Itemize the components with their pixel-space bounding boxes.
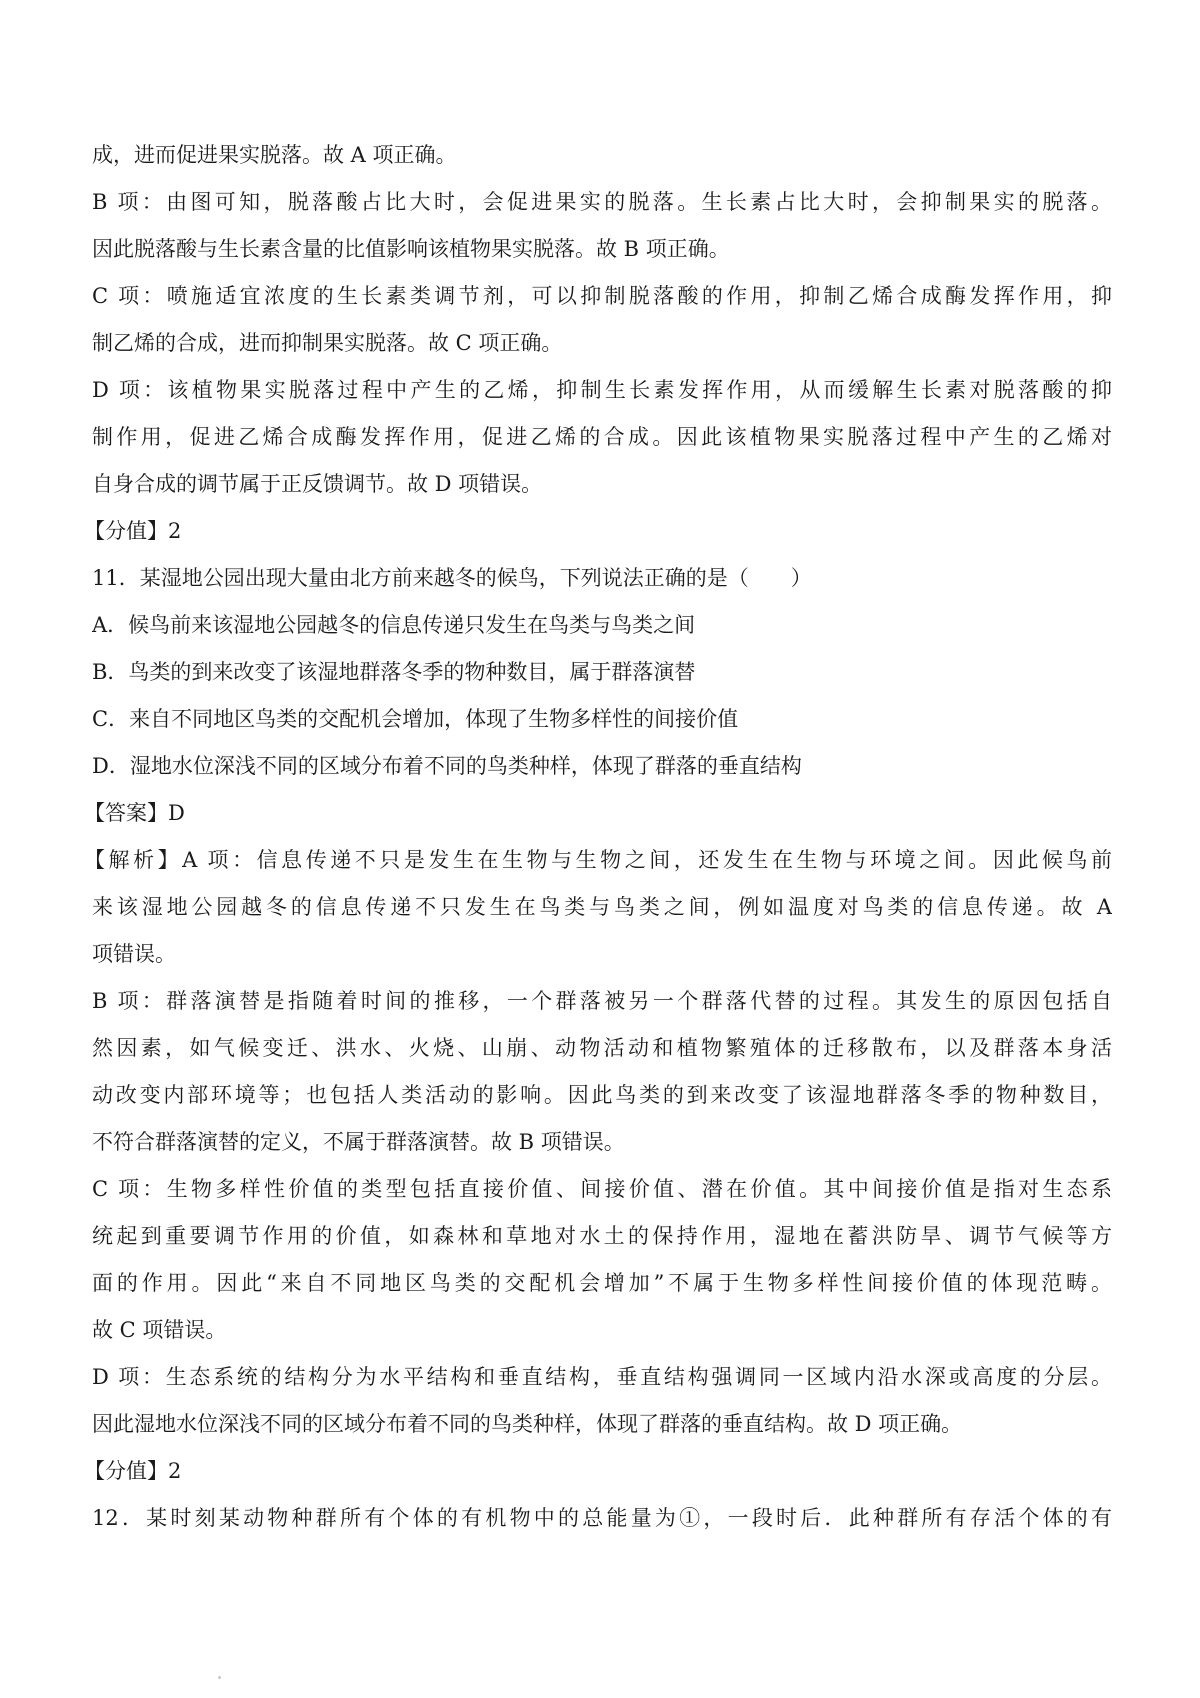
- text-line: 成，进而促进果实脱落。故 A 项正确。: [92, 143, 457, 167]
- text-line: 动改变内部环境等；也包括人类活动的影响。因此鸟类的到来改变了该湿地群落冬季的物种数目，: [92, 1083, 1112, 1107]
- text-line: 制作用，促进乙烯合成酶发挥作用，促进乙烯的合成。因此该植物果实脱落过程中产生的乙烯对: [92, 425, 1112, 449]
- text-line: 自身合成的调节属于正反馈调节。故 D 项错误。: [92, 472, 543, 496]
- text-line: 故 C 项错误。: [92, 1318, 227, 1342]
- text-line: C 项：生物多样性价值的类型包括直接价值、间接价值、潜在价值。其中间接价值是指对生态系: [92, 1177, 1112, 1201]
- text-line: D 项：该植物果实脱落过程中产生的乙烯，抑制生长素发挥作用，从而缓解生长素对脱落酸的抑: [92, 378, 1112, 402]
- document-body: [84, 132, 1112, 1542]
- text-line: 因此湿地水位深浅不同的区域分布着不同的鸟类种样，体现了群落的垂直结构。故 D 项正确。: [92, 1412, 963, 1436]
- text-line: D 项：生态系统的结构分为水平结构和垂直结构，垂直结构强调同一区域内沿水深或高度的分层。: [92, 1365, 1112, 1389]
- score-label: 【分值】2: [84, 519, 182, 543]
- answer-label: 【答案】D: [84, 801, 185, 825]
- option-b: B．鸟类的到来改变了该湿地群落冬季的物种数目，属于群落演替: [92, 660, 696, 684]
- text-line: B 项：由图可知，脱落酸占比大时，会促进果实的脱落。生长素占比大时，会抑制果实的脱落。: [92, 190, 1112, 214]
- question-stem: 11．某湿地公园出现大量由北方前来越冬的候鸟，下列说法正确的是（ ）: [92, 566, 812, 590]
- option-a: A．候鸟前来该湿地公园越冬的信息传递只发生在鸟类与鸟类之间: [92, 613, 696, 637]
- question-stem: 12．某时刻某动物种群所有个体的有机物中的总能量为①，一段时后．此种群所有存活个体的有: [92, 1506, 1112, 1530]
- text-line: 项错误。: [92, 942, 176, 966]
- analysis-line: 【解析】A 项：信息传递不只是发生在生物与生物之间，还发生在生物与环境之间。因此候鸟前: [84, 848, 1112, 872]
- text-line: 制乙烯的合成，进而抑制果实脱落。故 C 项正确。: [92, 331, 563, 355]
- text-line: 统起到重要调节作用的价值，如森林和草地对水土的保持作用，湿地在蓄洪防旱、调节气候等方: [92, 1224, 1112, 1248]
- text-line: 不符合群落演替的定义，不属于群落演替。故 B 项错误。: [92, 1130, 625, 1154]
- text-line: 来该湿地公园越冬的信息传递不只发生在鸟类与鸟类之间，例如温度对鸟类的信息传递。故 A: [92, 895, 1112, 919]
- option-c: C．来自不同地区鸟类的交配机会增加，体现了生物多样性的间接价值: [92, 707, 739, 731]
- footer-dot: [218, 1676, 221, 1679]
- text-line: C 项：喷施适宜浓度的生长素类调节剂，可以抑制脱落酸的作用，抑制乙烯合成酶发挥作用，抑: [92, 284, 1112, 308]
- text-line: B 项：群落演替是指随着时间的推移，一个群落被另一个群落代替的过程。其发生的原因包括自: [92, 989, 1112, 1013]
- score-label: 【分值】2: [84, 1459, 182, 1483]
- option-d: D．湿地水位深浅不同的区域分布着不同的鸟类种样，体现了群落的垂直结构: [92, 754, 802, 778]
- text-line: 然因素，如气候变迁、洪水、火烧、山崩、动物活动和植物繁殖体的迁移散布，以及群落本身活: [92, 1036, 1112, 1060]
- text-line: 因此脱落酸与生长素含量的比值影响该植物果实脱落。故 B 项正确。: [92, 237, 730, 261]
- text-line: 面的作用。因此“来自不同地区鸟类的交配机会增加”不属于生物多样性间接价值的体现范畴。: [92, 1271, 1112, 1295]
